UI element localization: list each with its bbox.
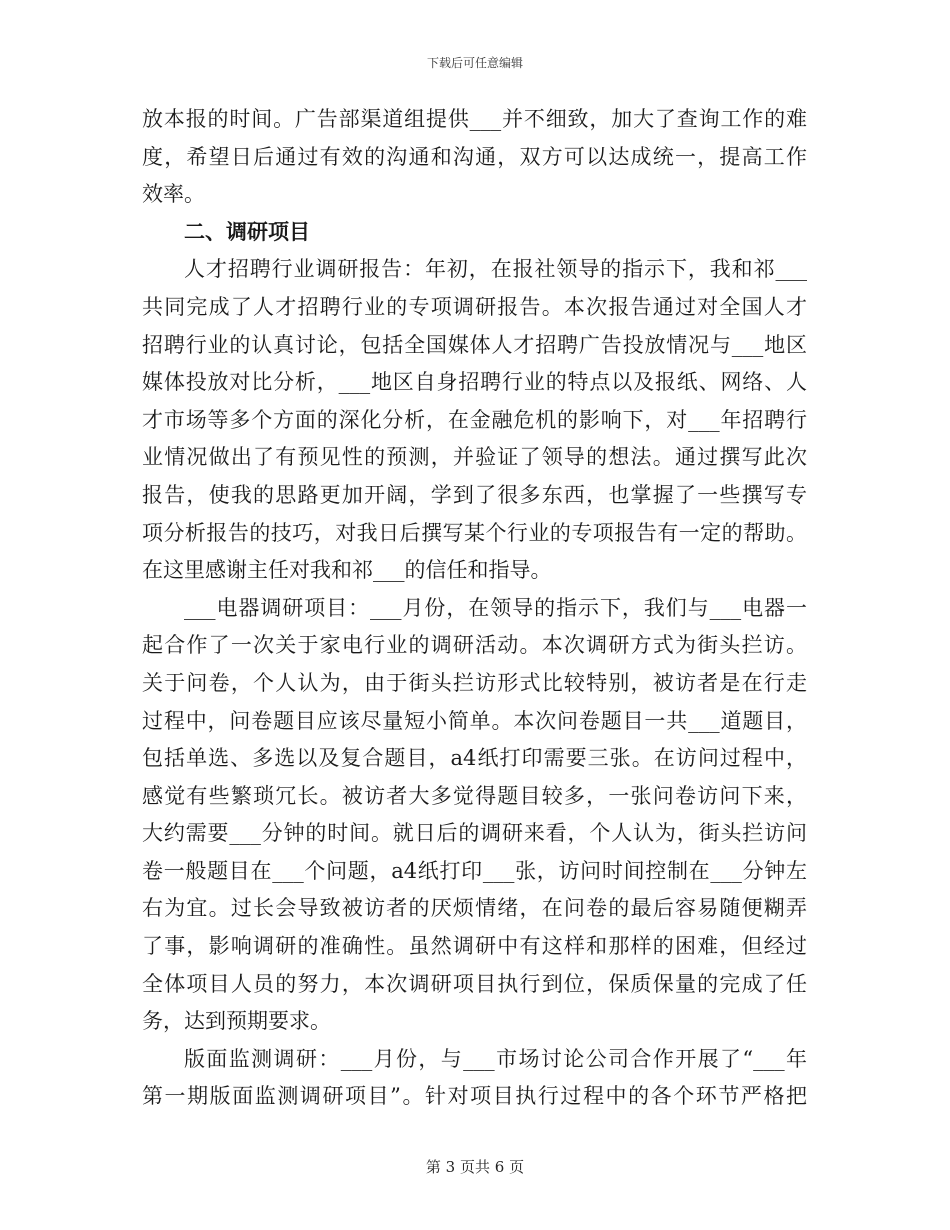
text-line: 右为宜。过长会导致被访者的厌烦情绪，在问卷的最后容易随便糊弄 [142, 896, 807, 921]
section-heading: 二、调研项目 [184, 219, 310, 244]
page-header: 下载后可任意编辑 [426, 56, 523, 70]
paragraph [142, 251, 807, 589]
text-line: 大约需要___分钟的时间。就日后的调研来看，个人认为，街头拦访问 [142, 821, 807, 846]
text-line: 过程中，问卷题目应该尽量短小简单。本次问卷题目一共___道题目， [142, 708, 807, 733]
page-footer: 第 3 页共 6 页 [425, 1158, 525, 1176]
text-line: ___电器调研项目：___月份，在领导的指示下，我们与___电器一 [184, 595, 807, 620]
text-line: 共同完成了人才招聘行业的专项调研报告。本次报告通过对全国人才 [142, 294, 807, 319]
text-line: 全体项目人员的努力，本次调研项目执行到位，保质保量的完成了任 [142, 971, 807, 996]
document-body [142, 101, 807, 1116]
paragraph [142, 1041, 807, 1116]
text-line: 才市场等多个方面的深化分析，在金融危机的影响下，对___年招聘行 [142, 407, 807, 432]
text-line: 起合作了一次关于家电行业的调研活动。本次调研方式为街头拦访。 [142, 633, 807, 658]
paragraph [142, 590, 807, 1041]
text-line: 在这里感谢主任对我和祁___的信任和指导。 [142, 558, 552, 583]
paragraph [142, 101, 807, 214]
text-line: 人才招聘行业调研报告：年初，在报社领导的指示下，我和祁___ [184, 257, 807, 282]
text-line: 业情况做出了有预见性的预测，并验证了领导的想法。通过撰写此次 [142, 445, 807, 470]
text-line: 版面监测调研：___月份，与___市场讨论公司合作开展了“___年 [184, 1046, 807, 1071]
text-line: 务，达到预期要求。 [142, 1009, 331, 1034]
text-line: 效率。 [142, 182, 205, 207]
text-line: 放本报的时间。广告部渠道组提供___并不细致，加大了查询工作的难 [142, 107, 807, 131]
text-line: 卷一般题目在___个问题，a4纸打印___张，访问时间控制在___分钟左 [142, 858, 807, 883]
text-line: 包括单选、多选以及复合题目，a4纸打印需要三张。在访问过程中， [142, 746, 807, 771]
text-line: 项分析报告的技巧，对我日后撰写某个行业的专项报告有一定的帮助。 [142, 520, 807, 545]
text-line: 媒体投放对比分析，___地区自身招聘行业的特点以及报纸、网络、人 [142, 370, 807, 395]
text-line: 关于问卷，个人认为，由于街头拦访形式比较特别，被访者是在行走 [142, 670, 807, 695]
text-line: 第一期版面监测调研项目”。针对项目执行过程中的各个环节严格把 [142, 1084, 807, 1109]
text-line: 度，希望日后通过有效的沟通和沟通，双方可以达成统一，提高工作 [142, 144, 807, 169]
text-line: 招聘行业的认真讨论，包括全国媒体人才招聘广告投放情况与___地区 [142, 332, 807, 357]
text-line: 了事，影响调研的准确性。虽然调研中有这样和那样的困难，但经过 [142, 934, 807, 959]
text-line: 报告，使我的思路更加开阔，学到了很多东西，也掌握了一些撰写专 [142, 482, 807, 507]
text-line: 感觉有些繁琐冗长。被访者大多觉得题目较多，一张问卷访问下来， [142, 783, 807, 808]
